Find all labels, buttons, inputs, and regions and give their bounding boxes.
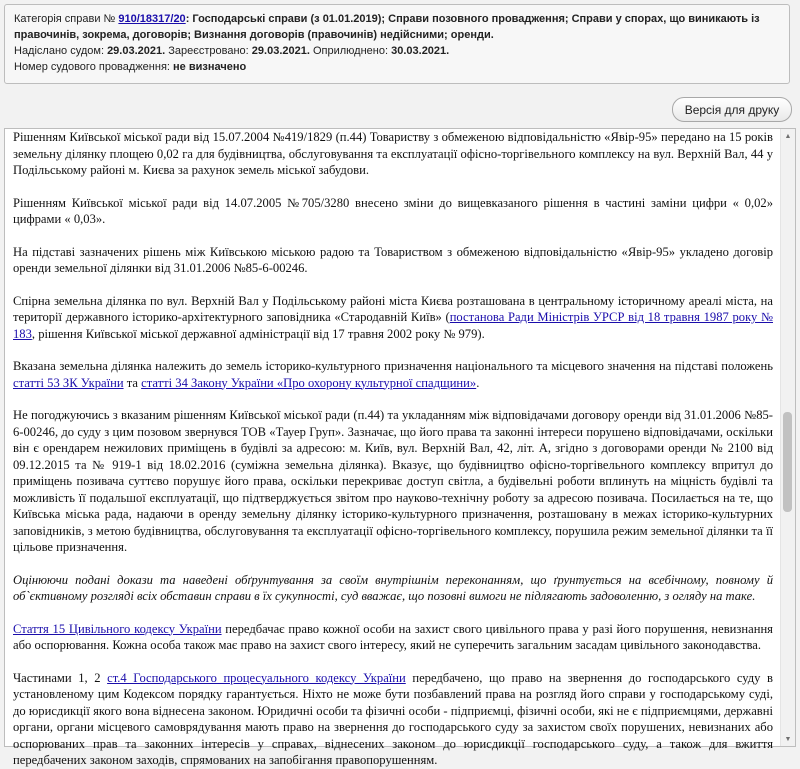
- sent-date: 29.03.2021.: [107, 45, 166, 57]
- paragraph-4-text-a: Спірна земельна ділянка по вул. Верхній Вал у Подільському районі міста Києва розташована в центральному історичному ареалі міста, на території державного історико-архітектурного заповідника «Стародавній Київ» (: [13, 293, 773, 324]
- paragraph-9-text-a: Частинами 1, 2: [13, 670, 108, 685]
- published-date: 30.03.2021.: [391, 45, 450, 57]
- case-dates-line: [14, 43, 780, 59]
- paragraph-5-text-a: Вказана земельна ділянка належить до земель історико-культурного призначення національного та місцевого значення на підставі положень: [13, 359, 773, 373]
- scroll-down-arrow-icon[interactable]: ▼: [784, 735, 792, 743]
- category-text: : Господарські справи (з 01.01.2019); Справи позовного провадження; Справи у спорах, що виникають із правочинів, зокрема, договорів; Визнання договорів (правочинів) недійсними; оренди.: [14, 13, 760, 41]
- article-53-link[interactable]: статті 53 ЗК України: [13, 375, 124, 390]
- article-4-link[interactable]: ст.4 Господарського процесуального кодексу України: [107, 670, 406, 685]
- resolution-link[interactable]: постанова Ради Міністрів УРСР від 18 травня 1987 року № 183: [13, 310, 773, 341]
- print-version-button[interactable]: Версія для друку: [672, 97, 792, 122]
- proceeding-label: Номер судового провадження:: [14, 61, 170, 73]
- proceeding-line: [14, 59, 780, 75]
- vertical-scrollbar[interactable]: [780, 129, 795, 746]
- paragraph-5: [13, 358, 773, 391]
- paragraph-7: Оцінюючи подані докази та наведені обґрунтування за своїм внутрішнім переконанням, що ґрунтується на всебічному, повному й об`єктивному розгляді всіх обставин справи в їх сукупності, суд вважає, що позовні вимоги не підлягають задоволенню, з огляду на таке.: [13, 572, 773, 603]
- paragraph-9: [13, 670, 773, 769]
- category-label: Категорія справи №: [14, 13, 116, 25]
- scroll-up-arrow-icon[interactable]: ▲: [784, 132, 792, 140]
- paragraph-8: [13, 621, 773, 654]
- paragraph-3: На підставі зазначених рішень між Київською міською радою та Товариством з обмеженою відповідальністю «Явір-95» укладено договір оренди земельної ділянки від 31.01.2006 №85-6-00246.: [13, 244, 773, 275]
- paragraph-9-text-b: передбачено, що право на звернення до господарського суду в установленому цим Кодексом порядку гарантується. Ніхто не може бути позбавлений права на розгляд його справи у господарському суді, до юрисдикції якого вона віднесена законом. Юридичні особи та фізичні особи - підприємці, фізичні особи, які не є підприємцями, державні органи, органи місцевого самоврядування мають право на звернення до господарського суду за захистом своїх порушених, невизнаних або оспорюваних прав та законних інтересів у справах, віднесених законом до юрисдикції господарського суду, а також для вжиття передбачених законом заходів, спрямованих на запобігання правопорушенням.: [13, 670, 773, 767]
- registered-date: 29.03.2021.: [251, 45, 310, 57]
- paragraph-4-text-b: , рішення Київської міської державної адміністрації від 17 травня 2002 року № 979).: [31, 326, 485, 341]
- paragraph-5-text-b: .: [476, 375, 480, 390]
- case-info-panel: [4, 4, 790, 84]
- article-34-link[interactable]: статті 34 Закону України «Про охорону культурної спадщини»: [141, 375, 477, 390]
- sent-label: Надіслано судом:: [14, 45, 104, 57]
- document-frame: [4, 128, 796, 767]
- case-number-link[interactable]: 910/18317/20: [118, 13, 186, 25]
- case-category-line: [14, 11, 780, 43]
- proceeding-value: не визначено: [173, 61, 247, 73]
- paragraph-6: Не погоджуючись з вказаним рішенням Київської міської ради (п.44) та укладанням між відповідачами договору оренди від 31.01.2006 №85-6-00246, до суду з цим позовом звернувся ТОВ «Тауер Груп». Зазначає, що його права та законні інтереси порушено відповідачами, оскільки він є орендарем нежилових приміщень в будівлі за адресою: м. Київ, вул. Верхній Вал, 42, літ. А, згідно з договорами оренди № 2100 від 09.12.2015 та № 919-1 від 18.02.2016 (суміжна земельна ділянка). Вказує, що будівництво офісно-торгівельного комплексу впритул до приміщень позивача суттєво порушує його права, оскільки перекриває доступ світла, а будівельні роботи вплинуть на міцність будівлі та можливість її подальшої експлуатації, що підтверджується звітом про науково-технічну роботу за адресою позивача. Посилається на те, що Київська міська рада, надаючи в оренду земельну ділянку історико-культурного призначення, розташовану в межах історико-культурних заповідників, з метою будівництва, обслуговування та експлуатації офісно-торгівельного комплексу, порушила режим земельної ділянки та її цільове призначення.: [13, 408, 773, 554]
- registered-label: Зареєстровано:: [168, 45, 249, 57]
- paragraph-4: [13, 293, 773, 343]
- paragraph-2: Рішенням Київської міської ради від 14.07.2005 №705/3280 внесено зміни до вищевказаного рішення в частині заміни цифри « 0,02» цифрами « 0,03».: [13, 195, 773, 226]
- document-body: [5, 129, 781, 767]
- published-label: Оприлюднено:: [312, 45, 389, 57]
- paragraph-1: Рішенням Київської міської ради від 15.07.2004 №419/1829 (п.44) Товариству з обмеженою відповідальністю «Явір-95» передано на 15 років земельну ділянку площею 0,02 га для будівництва, обслуговування та експлуатації офісно-торгівельного комплексу на вул. Верхній Вал, 44 у Подільському районі м. Києва за рахунок земель міської забудови.: [13, 130, 773, 177]
- article-15-link[interactable]: Стаття 15 Цивільного кодексу України: [13, 621, 222, 636]
- paragraph-8-text: передбачає право кожної особи на захист свого цивільного права у разі його порушення, невизнання або оспорювання. Кожна особа також має право на захист свого інтересу, який не суперечить загальним засадам цивільного законодавства.: [13, 621, 773, 652]
- paragraph-5-text-mid: та: [123, 375, 142, 390]
- scroll-thumb[interactable]: [783, 412, 792, 512]
